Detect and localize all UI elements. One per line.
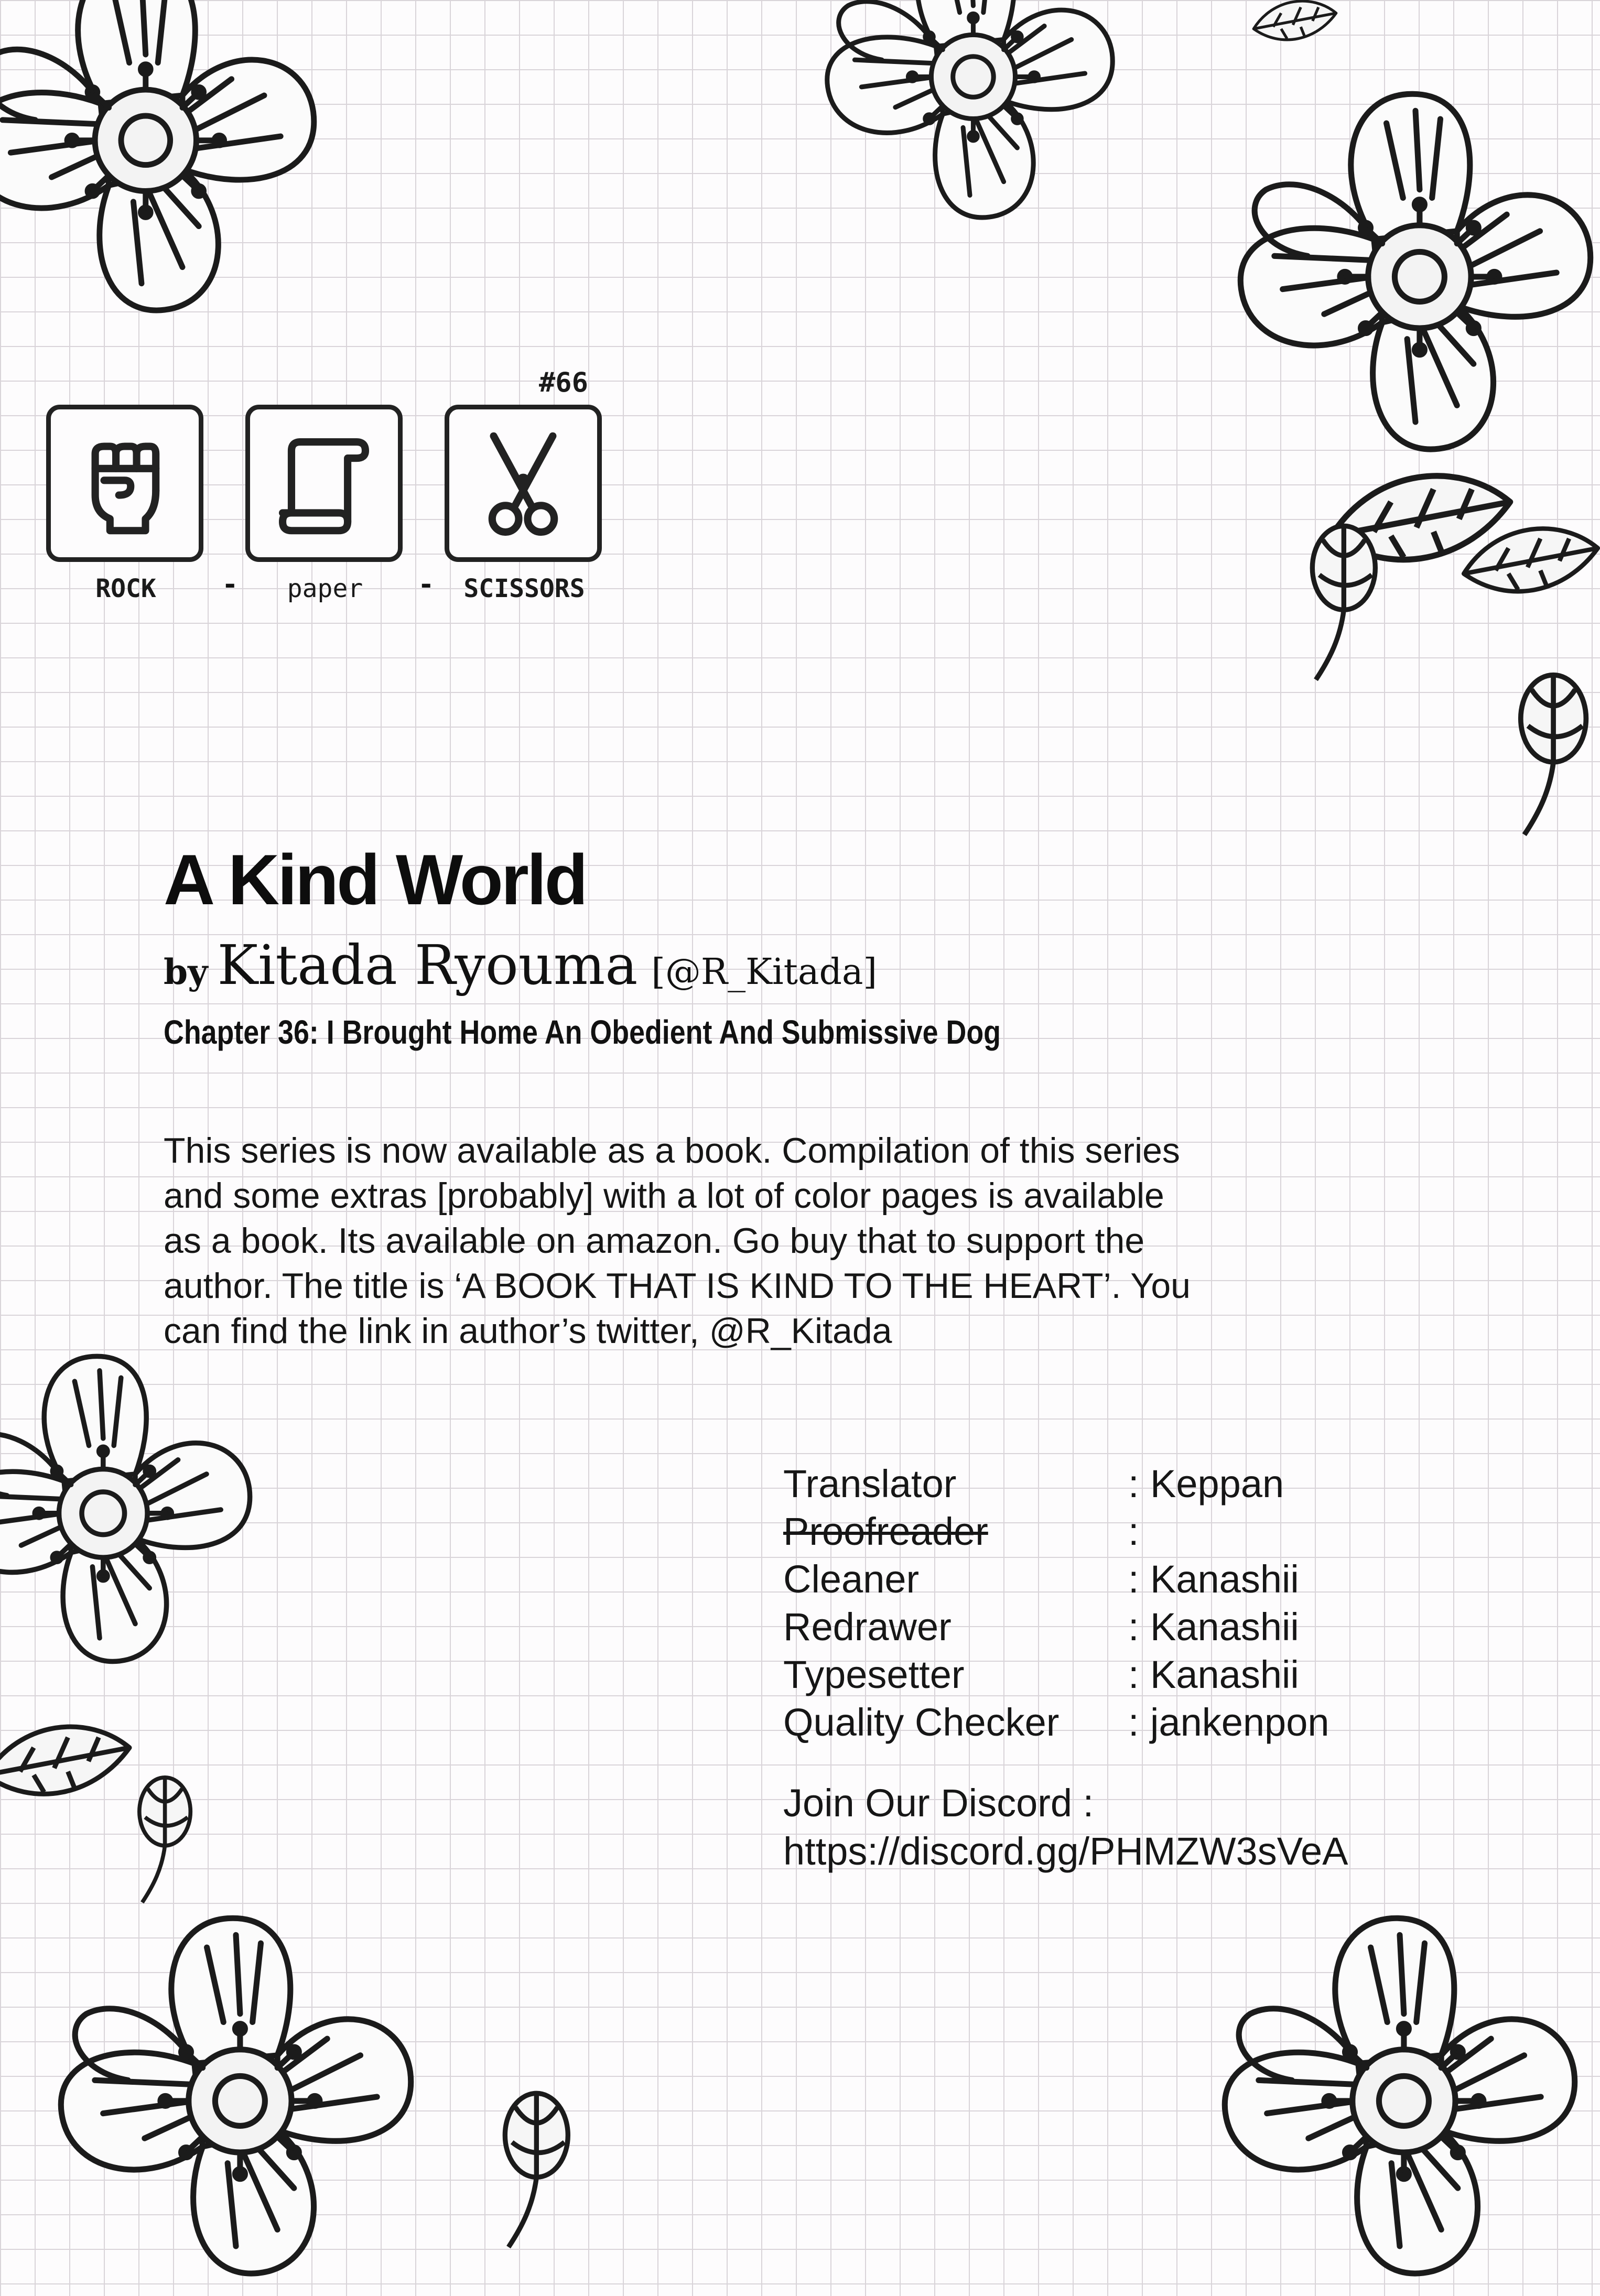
- notice-line: as a book. Its available on amazon. Go buy that to support the: [164, 1221, 1145, 1261]
- credit-role: Proofreader: [783, 1510, 988, 1553]
- flower-illustration-bottom-left: [10, 1898, 461, 2296]
- credit-name: Kanashii: [1150, 1653, 1299, 1696]
- credit-name: Kanashii: [1150, 1605, 1299, 1649]
- leaf-illustration-left-1: [0, 1704, 136, 1819]
- leaf-illustration-top: [1237, 0, 1353, 52]
- rock-label: ROCK: [95, 574, 156, 603]
- book-notice: [164, 1128, 1411, 1353]
- credit-separator: :: [1128, 1653, 1139, 1696]
- notice-line: This series is now available as a book. Compilation of this series: [164, 1131, 1180, 1171]
- bud-illustration-left: [121, 1772, 215, 1908]
- author-handle: [@R_Kitada]: [651, 951, 878, 993]
- bud-illustration-right-lower: [1510, 660, 1600, 849]
- by-label: by: [164, 951, 208, 992]
- series-title: A Kind World: [164, 840, 586, 919]
- credit-role: Cleaner: [783, 1557, 920, 1601]
- bud-illustration-bottom: [488, 2086, 592, 2254]
- credit-separator: :: [1128, 1605, 1139, 1649]
- discord-link[interactable]: https://discord.gg/PHMZW3sVeA: [783, 1829, 1348, 1873]
- leaf-illustration-right-2: [1457, 503, 1600, 619]
- credit-role: Redrawer: [783, 1605, 952, 1649]
- credit-separator: :: [1128, 1557, 1139, 1601]
- credit-name: Kanashii: [1150, 1557, 1299, 1601]
- credit-separator: :: [1128, 1701, 1139, 1744]
- separator: -: [224, 569, 236, 600]
- credit-separator: :: [1128, 1462, 1139, 1506]
- fist-icon: [46, 405, 203, 562]
- scissors-icon: [445, 405, 602, 562]
- credit-name: Keppan: [1150, 1462, 1284, 1506]
- notice-line: can find the link in author’s twitter, @R_Kitada: [164, 1311, 892, 1351]
- notice-line: and some extras [probably] with a lot of color pages is available: [164, 1176, 1164, 1216]
- author-name: Kitada Ryouma: [217, 933, 638, 997]
- credit-separator: :: [1128, 1510, 1139, 1553]
- bud-illustration-right: [1295, 519, 1400, 687]
- chapter-title: Chapter 36: I Brought Home An Obedient And Submissive Dog: [164, 1013, 1001, 1051]
- byline: [164, 933, 877, 997]
- flower-illustration-bottom-right: [1164, 1898, 1600, 2296]
- credit-role: Translator: [783, 1462, 957, 1506]
- issue-number: #66: [539, 367, 588, 398]
- flower-illustration-top-center: [755, 0, 1185, 236]
- credit-role: Typesetter: [783, 1653, 965, 1696]
- scroll-icon: [245, 405, 403, 562]
- credit-role: Quality Checker: [783, 1701, 1060, 1744]
- discord-label: Join Our Discord :: [783, 1781, 1094, 1825]
- scissors-label: SCISSORS: [463, 574, 585, 603]
- flower-illustration-top-left: [0, 0, 346, 341]
- notice-line: author. The title is ‘A BOOK THAT IS KIND TO THE HEART’. You: [164, 1266, 1191, 1306]
- discord-invite: [783, 1779, 1348, 1876]
- flower-illustration-left-middle: [0, 1321, 278, 1698]
- credit-name: jankenpon: [1150, 1701, 1329, 1744]
- rock-paper-scissors-logo: [42, 367, 619, 613]
- flower-illustration-top-right: [1180, 73, 1600, 472]
- paper-label: paper: [287, 574, 363, 603]
- separator: -: [420, 569, 432, 600]
